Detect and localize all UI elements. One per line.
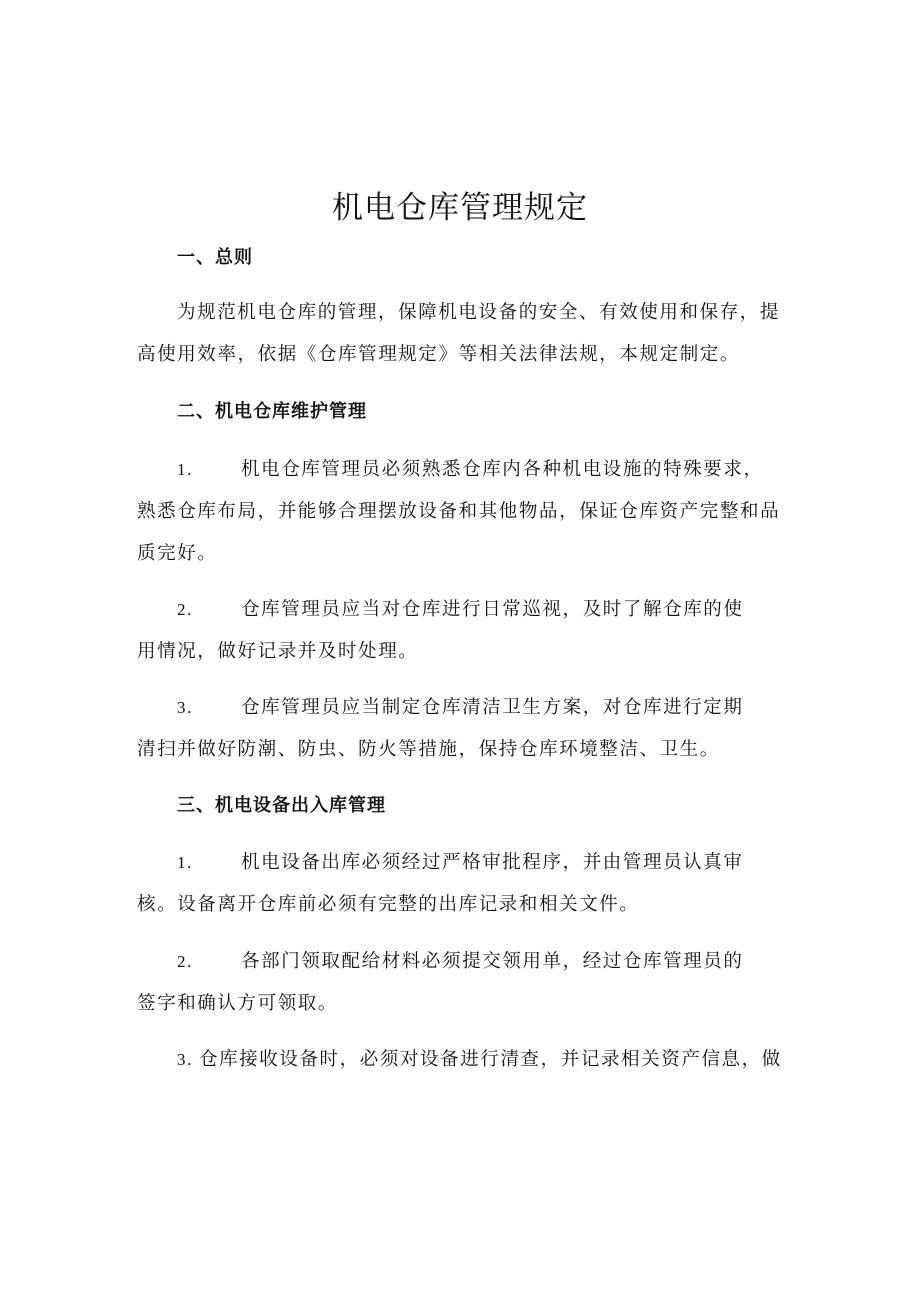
maintenance-item-1 (137, 449, 787, 575)
paragraph-line: 各部门领取配给材料必须提交领用单，经过仓库管理员的 (241, 951, 744, 972)
paragraph-line: 仓库管理员应当制定仓库清洁卫生方案，对仓库进行定期 (241, 697, 744, 718)
section-heading-maintenance: 二、机电仓库维护管理 (177, 401, 367, 422)
section-heading-inout: 三、机电设备出入库管理 (177, 795, 386, 816)
item-number: 2. (177, 952, 193, 971)
section-heading-general: 一、总则 (177, 247, 253, 268)
paragraph-line: 高使用效率，依据《仓库管理规定》等相关法律法规，本规定制定。 (137, 344, 741, 365)
item-number: 1. (177, 853, 193, 872)
general-paragraph (137, 292, 787, 376)
item-number: 3. (177, 698, 193, 717)
inout-item-2 (137, 941, 787, 1025)
paragraph-line: 仓库管理员应当对仓库进行日常巡视，及时了解仓库的使 (241, 599, 744, 620)
item-number: 1. (177, 460, 193, 479)
maintenance-item-3 (137, 687, 787, 771)
inout-item-3 (137, 1039, 787, 1081)
maintenance-item-2 (137, 589, 787, 673)
document-title: 机电仓库管理规定 (332, 190, 588, 226)
paragraph-line: 机电设备出库必须经过严格审批程序，并由管理员认真审 (241, 852, 744, 873)
inout-item-1 (137, 842, 787, 926)
item-number: 2. (177, 600, 193, 619)
paragraph-line: 机电仓库管理员必须熟悉仓库内各种机电设施的特殊要求， (241, 459, 764, 480)
paragraph-line: 签字和确认方可领取。 (137, 993, 339, 1014)
paragraph-line: 为规范机电仓库的管理，保障机电设备的安全、有效使用和保存，提 (177, 302, 781, 323)
paragraph-line: 质完好。 (137, 543, 218, 564)
item-number: 3. (177, 1050, 193, 1069)
paragraph-line: 仓库接收设备时，必须对设备进行清查，并记录相关资产信息，做 (198, 1049, 782, 1070)
paragraph-line: 熟悉仓库布局，并能够合理摆放设备和其他物品，保证仓库资产完整和品 (137, 501, 781, 522)
paragraph-line: 核。设备离开仓库前必须有完整的出库记录和相关文件。 (137, 894, 640, 915)
paragraph-line: 用情况，做好记录并及时处理。 (137, 641, 419, 662)
paragraph-line: 清扫并做好防潮、防虫、防火等措施，保持仓库环境整洁、卫生。 (137, 739, 720, 760)
